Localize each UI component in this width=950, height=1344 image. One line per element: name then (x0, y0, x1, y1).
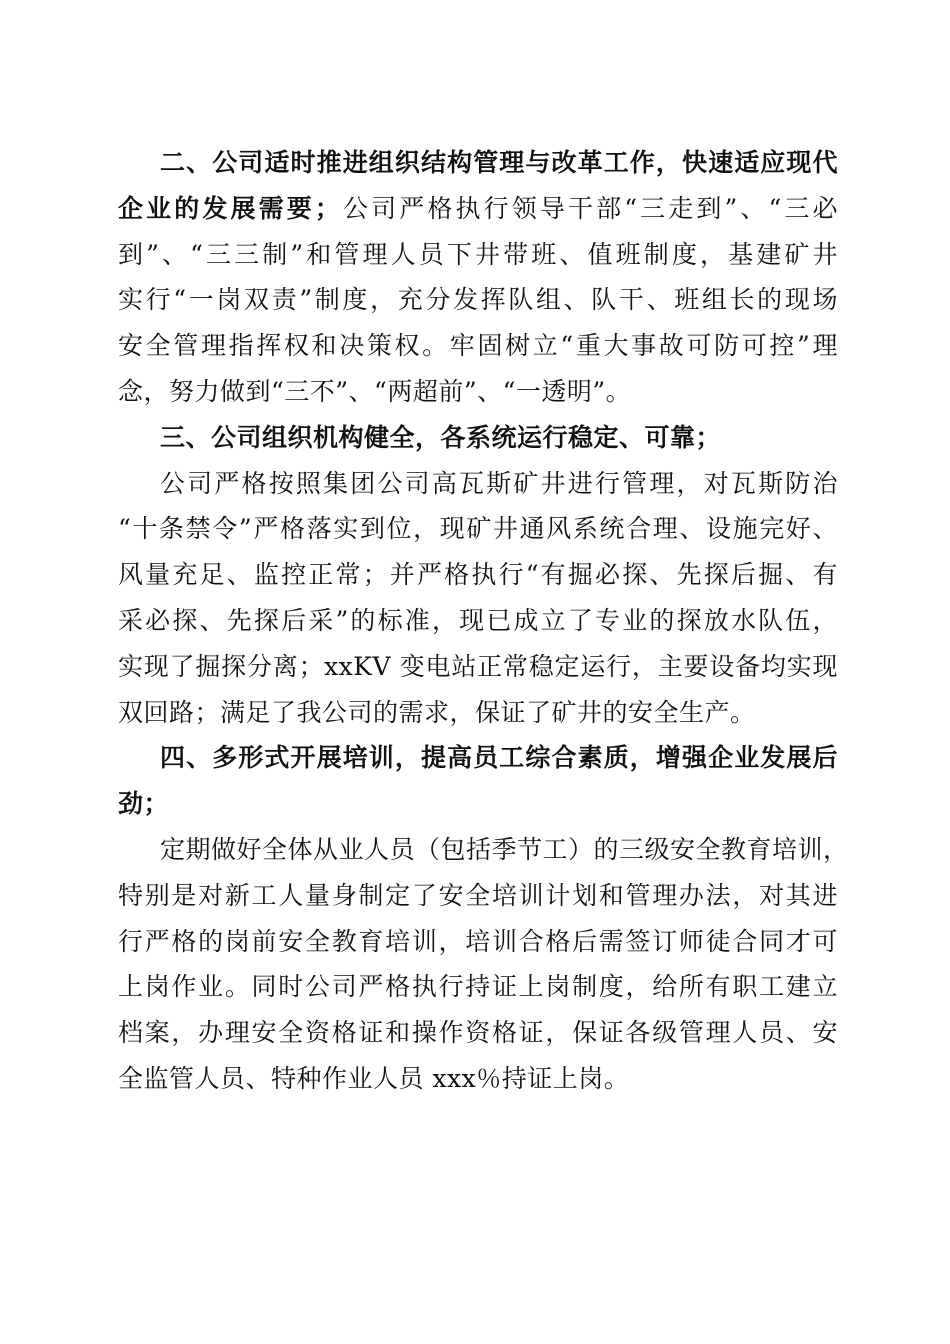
section2-heading-tail: 企业的发展需要； (118, 193, 341, 223)
section4-heading-line-1: 四、多形式开展培训，提高员工综合素质，增强企业发展后 (160, 743, 838, 773)
section3-line-6: 双回路；满足了我公司的需求，保证了矿井的安全生产。 (118, 697, 756, 727)
section3-heading: 三、公司组织机构健全，各系统运行稳定、可靠； (160, 422, 722, 452)
section3-line-1: 公司严格按照集团公司高瓦斯矿井进行管理，对瓦斯防治 (160, 468, 838, 498)
document-body (118, 140, 849, 1102)
section3-line-5: 实现了掘探分离；xxKV 变电站正常稳定运行，主要设备均实现 (118, 651, 838, 681)
section2-heading-line-1: 二、公司适时推进组织结构管理与改革工作，快速适应现代 (160, 148, 838, 177)
section2-line-5: 安全管理指挥权和决策权。牢固树立“重大事故可防可控”理 (118, 331, 838, 361)
section4-line-3: 行严格的岗前安全教育培训，培训合格后需签订师徒合同才可 (118, 926, 838, 956)
section3-line-2: “十条禁令”严格落实到位，现矿井通风系统合理、设施完好、 (118, 514, 838, 544)
section4-line-2: 特别是对新工人量身制定了安全培训计划和管理办法，对其进 (118, 880, 838, 910)
section2-line-6: 念，努力做到“三不”、“两超前”、“一透明”。 (118, 376, 632, 406)
section2-line-2 (118, 186, 838, 232)
section4-heading-line-2: 劲； (118, 789, 170, 819)
section3-line-3: 风量充足、监控正常；并严格执行“有掘必探、先探后掘、有 (118, 560, 838, 590)
section4-line-6: 全监管人员、特种作业人员 xxx％持证上岗。 (118, 1063, 630, 1093)
section2-body-start: 公司严格执行领导干部“三走到”、“三必 (340, 193, 838, 223)
section2-line-3: 到”、“三三制”和管理人员下井带班、值班制度，基建矿井 (118, 239, 838, 269)
section4-line-1: 定期做好全体从业人员（包括季节工）的三级安全教育培训， (160, 834, 849, 864)
section2-line-4: 实行“一岗双责”制度，充分发挥队组、队干、班组长的现场 (118, 285, 838, 315)
section3-line-4: 采必探、先探后采”的标准，现已成立了专业的探放水队伍， (118, 605, 838, 635)
section4-line-4: 上岗作业。同时公司严格执行持证上岗制度，给所有职工建立 (118, 972, 838, 1002)
section4-line-5: 档案，办理安全资格证和操作资格证，保证各级管理人员、安 (118, 1018, 838, 1048)
